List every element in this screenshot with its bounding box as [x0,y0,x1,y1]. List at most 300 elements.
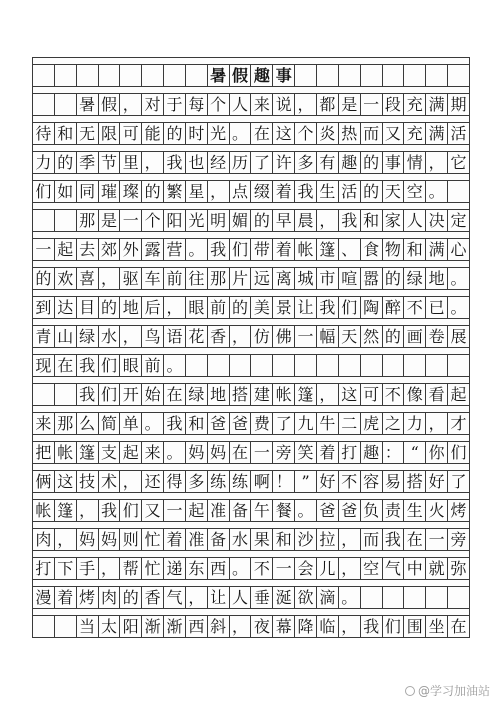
grid-cell [33,210,54,231]
grid-line [33,318,469,347]
grid-cell: 虎 [360,413,382,434]
grid-cell: 着 [272,181,294,202]
grid-cell: 假 [229,65,251,86]
grid-cell: 西 [207,558,229,579]
grid-cell: 帮 [119,558,141,579]
grid-cell: 璀 [98,181,120,202]
grid-cell: 负 [360,500,382,521]
grid-cell: 地 [119,297,141,318]
grid-cell: 烤 [76,587,98,608]
grid-cell: 到 [35,297,52,317]
grid-cell: ， [338,558,360,579]
grid-cell: 太 [98,616,120,637]
grid-cell: ， [98,268,120,289]
grid-cell: 美 [250,297,272,318]
grid-cell: 一 [272,558,294,579]
grid-cell: 香 [141,587,163,608]
grid-cell: 充 [403,94,425,115]
grid-cell: 们 [119,500,141,521]
grid-cell: 媚 [229,210,251,231]
grid-cell: 和 [185,413,207,434]
grid-cell: 欢 [54,268,76,289]
grid-cell: 都 [316,94,338,115]
grid-cell: 妈 [185,442,207,463]
grid-cell: 技 [76,471,98,492]
grid-spacer [33,260,469,267]
grid-cell: 起 [119,442,141,463]
grid-cell: 渐 [163,616,185,637]
grid-line [33,347,469,376]
grid-cell: 个 [294,123,316,144]
grid-spacer [33,347,469,354]
grid-spacer [33,231,469,238]
grid-cell: 缀 [250,181,272,202]
essay-line [33,238,469,260]
grid-cell: 下 [54,558,76,579]
grid-line [33,144,469,173]
essay-line [33,209,469,231]
grid-cell: 许 [272,152,294,173]
grid-cell: 着 [316,442,338,463]
grid-cell: 降 [294,616,316,637]
grid-cell: 车 [141,268,163,289]
grid-cell: 花 [185,326,207,347]
essay-line [33,267,469,289]
grid-cell: 旁 [272,442,294,463]
grid-cell: 活 [338,181,360,202]
grid-cell: 的 [35,268,52,288]
grid-cell: 我 [207,239,229,260]
grid-cell: 支 [98,442,120,463]
grid-cell: 准 [185,529,207,550]
grid-cell: ， [119,94,141,115]
grid-cell [207,355,229,376]
grid-cell: 一 [163,500,185,521]
essay-line [33,557,469,579]
grid-cell: 一 [35,239,52,259]
grid-cell: 光 [185,210,207,231]
grid-cell: ， [294,94,316,115]
grid-cell: 香 [207,326,229,347]
grid-cell: 定 [447,210,469,231]
watermark-text: @学习加油站 [417,684,490,698]
grid-cell: 的 [229,297,251,318]
grid-cell: ， [76,500,98,521]
grid-cell [382,587,404,608]
grid-cell: 。 [141,413,163,434]
grid-cell: 和 [272,529,294,550]
grid-cell: 限 [98,123,120,144]
grid-line [33,86,469,115]
grid-cell: 单 [119,413,141,434]
grid-cell: ， [425,152,447,173]
grid-spacer [33,492,469,499]
grid-cell: 才 [447,413,469,434]
grid-cell: 陶 [360,297,382,318]
grid-cell: 满 [425,239,447,260]
grid-cell: 建 [250,384,272,405]
grid-cell: “ [403,442,425,463]
essay-line [33,383,469,405]
grid-cell: 地 [425,268,447,289]
grid-cell: 起 [185,500,207,521]
grid-cell: 一 [425,529,447,550]
essay-line [33,180,469,202]
grid-cell: 。 [447,268,469,289]
grid-cell: 我 [360,616,382,637]
grid-cell: 练 [207,471,229,492]
grid-cell: ， [338,616,360,637]
grid-cell: 妈 [76,529,98,550]
grid-cell: 暑 [76,94,98,115]
grid-cell: 。 [163,355,185,376]
grid-line [33,260,469,289]
grid-cell: 。 [338,587,360,608]
grid-cell: 人 [229,587,251,608]
grid-cell: 趣 [338,152,360,173]
grid-cell: 我 [338,210,360,231]
grid-spacer [33,318,469,325]
grid-cell: 我 [294,181,316,202]
grid-cell: 说 [272,94,294,115]
grid-cell [425,587,447,608]
grid-cell: 不 [403,297,425,318]
grid-cell: 在 [250,123,272,144]
grid-cell: 心 [447,239,469,260]
grid-cell: 我 [163,413,185,434]
grid-cell: 空 [403,181,425,202]
grid-cell: 之 [382,413,404,434]
grid-cell: ， [119,471,141,492]
grid-cell: ： [382,442,404,463]
grid-line [33,289,469,318]
grid-cell: 郊 [98,239,120,260]
grid-spacer [33,550,469,557]
grid-cell [141,65,163,86]
grid-cell [229,355,251,376]
grid-cell: 你 [425,442,447,463]
grid-cell: 醉 [382,297,404,318]
grid-line [33,463,469,492]
grid-cell [119,65,141,86]
grid-cell: 俩 [35,471,52,491]
essay-line [33,470,469,492]
grid-cell: 妈 [207,442,229,463]
grid-cell: 忙 [141,558,163,579]
grid-cell [447,587,469,608]
grid-cell: ， [98,558,120,579]
grid-cell: 的 [360,152,382,173]
grid-cell: 于 [163,94,185,115]
grid-cell: 离 [272,268,294,289]
grid-cell: 在 [403,529,425,550]
grid-cell: 准 [207,500,229,521]
grid-cell: 然 [360,326,382,347]
grid-cell: 往 [185,268,207,289]
grid-cell: 我 [76,384,98,405]
grid-cell: 如 [54,181,76,202]
grid-cell: 喜 [76,268,98,289]
grid-cell: 围 [403,616,425,637]
grid-cell: 气 [163,587,185,608]
grid-cell: 练 [229,471,251,492]
grid-cell: 就 [425,558,447,579]
grid-cell: 璨 [119,181,141,202]
grid-cell [294,355,316,376]
grid-cell: 手 [76,558,98,579]
grid-cell [33,616,54,637]
essay-line [33,528,469,550]
grid-cell: 让 [207,587,229,608]
grid-cell: 一 [119,210,141,231]
grid-line [33,405,469,434]
grid-cell: 带 [250,239,272,260]
grid-cell: 。 [447,297,469,318]
grid-cell [185,65,207,86]
grid-cell: 季 [76,152,98,173]
grid-cell: 在 [54,355,76,376]
grid-cell: 了 [447,471,469,492]
grid-cell: 让 [294,297,316,318]
grid-spacer [33,202,469,209]
grid-cell [382,355,404,376]
grid-cell [272,355,294,376]
grid-cell [54,94,76,115]
grid-cell: 语 [163,326,185,347]
grid-cell: 那 [76,210,98,231]
grid-cell: 渐 [141,616,163,637]
grid-cell [360,587,382,608]
grid-cell: 爸 [229,413,251,434]
grid-cell [54,65,76,86]
essay-title [33,64,469,86]
grid-cell: 热 [338,123,360,144]
grid-spacer [33,608,469,615]
grid-cell: 烤 [447,500,469,521]
grid-cell: 又 [382,123,404,144]
grid-cell: 眼 [185,297,207,318]
grid-cell: ， [316,210,338,231]
grid-cell: 二 [338,413,360,434]
grid-cell: 和 [54,123,76,144]
grid-spacer [33,405,469,412]
essay-line [33,296,469,318]
grid-cell: 营 [163,239,185,260]
grid-cell: 那 [54,413,76,434]
composition-grid-paper [32,57,470,638]
grid-cell: 牛 [316,413,338,434]
grid-cell: 的 [250,210,272,231]
grid-cell: ， [229,616,251,637]
grid-cell: 画 [403,326,425,347]
grid-cell: 鸟 [141,326,163,347]
grid-cell: 们 [98,355,120,376]
grid-spacer [33,86,469,93]
grid-cell: 来 [35,413,52,433]
grid-cell: 这 [338,384,360,405]
grid-line [33,579,469,608]
grid-line [33,492,469,521]
grid-cell: 笑 [294,442,316,463]
grid-cell [338,65,360,86]
grid-cell: 充 [403,123,425,144]
grid-cell: 在 [447,616,469,637]
grid-cell: 易 [382,471,404,492]
grid-cell: 仿 [250,326,272,347]
grid-cell: 容 [360,471,382,492]
grid-line [33,115,469,144]
grid-cell: 眼 [119,355,141,376]
grid-cell: 景 [272,297,294,318]
grid-line [33,57,469,86]
grid-cell: 力 [35,152,52,172]
essay-line [33,93,469,115]
grid-cell: 的 [98,297,120,318]
grid-cell: 像 [403,384,425,405]
grid-cell: 水 [229,529,251,550]
grid-cell [382,65,404,86]
grid-line [33,521,469,550]
grid-cell: 是 [338,94,360,115]
grid-cell: 们 [229,239,251,260]
grid-spacer [33,376,469,383]
grid-spacer [33,434,469,441]
grid-cell: 不 [338,471,360,492]
grid-cell: 阳 [119,616,141,637]
grid-cell: 在 [163,384,185,405]
grid-cell: 在 [229,442,251,463]
grid-cell: 旁 [447,529,469,550]
grid-cell: 点 [229,181,251,202]
grid-cell: 炎 [316,123,338,144]
grid-cell: 的 [163,123,185,144]
grid-cell: 经 [207,152,229,173]
grid-cell: 去 [76,239,98,260]
essay-line [33,615,469,637]
grid-cell [98,65,120,86]
grid-cell: 的 [382,268,404,289]
grid-cell: 远 [250,268,272,289]
grid-cell: 简 [98,413,120,434]
grid-cell: 光 [207,123,229,144]
grid-cell: 那 [207,268,229,289]
grid-cell: 绿 [76,326,98,347]
grid-cell [163,65,185,86]
grid-cell: 弥 [447,558,469,579]
grid-cell: ， [207,181,229,202]
grid-cell: 外 [119,239,141,260]
grid-cell: 们 [447,442,469,463]
grid-cell [250,355,272,376]
grid-cell: 幕 [272,616,294,637]
grid-cell: 决 [425,210,447,231]
grid-cell: 现 [35,355,52,375]
grid-cell: 起 [54,239,76,260]
grid-cell: 得 [163,471,185,492]
grid-cell: 妈 [98,529,120,550]
grid-cell: 是 [98,210,120,231]
grid-line [33,434,469,463]
grid-cell: 天 [382,181,404,202]
grid-cell: 们 [98,384,120,405]
grid-cell: 九 [294,413,316,434]
grid-cell: 当 [76,616,98,637]
grid-cell: 趣 [250,65,272,86]
grid-cell: 前 [141,355,163,376]
grid-cell [33,94,54,115]
grid-cell: ， [229,326,251,347]
grid-cell: 篷 [316,239,338,260]
grid-cell: 费 [250,413,272,434]
grid-cell: 啊 [250,471,272,492]
grid-cell: 起 [447,384,469,405]
grid-cell: 它 [447,152,469,173]
grid-cell: 待 [35,123,52,143]
essay-line [33,354,469,376]
grid-line [33,173,469,202]
grid-cell: 达 [54,297,76,318]
grid-cell: 对 [141,94,163,115]
grid-cell: 卷 [425,326,447,347]
grid-cell: ， [141,152,163,173]
grid-cell: 又 [141,500,163,521]
grid-cell [447,181,469,202]
grid-cell: 看 [425,384,447,405]
grid-cell: 沙 [294,529,316,550]
grid-cell: 多 [294,152,316,173]
grid-spacer [33,463,469,470]
grid-cell: 欲 [294,587,316,608]
grid-cell: 这 [272,123,294,144]
grid-cell: 肉 [98,587,120,608]
grid-cell: 术 [98,471,120,492]
essay-line [33,586,469,608]
grid-cell: 西 [185,616,207,637]
grid-cell: 漫 [35,587,52,607]
grid-cell: 多 [185,471,207,492]
grid-cell: 东 [185,558,207,579]
grid-cell: ， [338,529,360,550]
grid-line [33,376,469,405]
grid-spacer [33,289,469,296]
grid-cell: 好 [316,471,338,492]
grid-cell: 有 [316,152,338,173]
grid-cell: 嚣 [360,268,382,289]
grid-cell: 这 [54,471,76,492]
grid-cell: 青 [35,326,52,346]
grid-cell: 爸 [338,500,360,521]
grid-cell: 递 [163,558,185,579]
grid-cell: 帐 [294,239,316,260]
grid-cell: 露 [141,239,163,260]
grid-cell: 而 [360,123,382,144]
grid-spacer [33,144,469,151]
grid-cell: 能 [141,123,163,144]
grid-cell: 果 [250,529,272,550]
grid-cell: 么 [76,413,98,434]
grid-cell: 的 [141,181,163,202]
grid-cell: 火 [425,500,447,521]
grid-cell: 水 [98,326,120,347]
grid-cell: 前 [207,297,229,318]
grid-cell: 幅 [316,326,338,347]
grid-cell: 的 [360,181,382,202]
grid-cell: 我 [76,355,98,376]
grid-cell [447,65,469,86]
grid-cell [425,355,447,376]
grid-cell: 着 [163,529,185,550]
grid-cell: 篷 [76,442,98,463]
